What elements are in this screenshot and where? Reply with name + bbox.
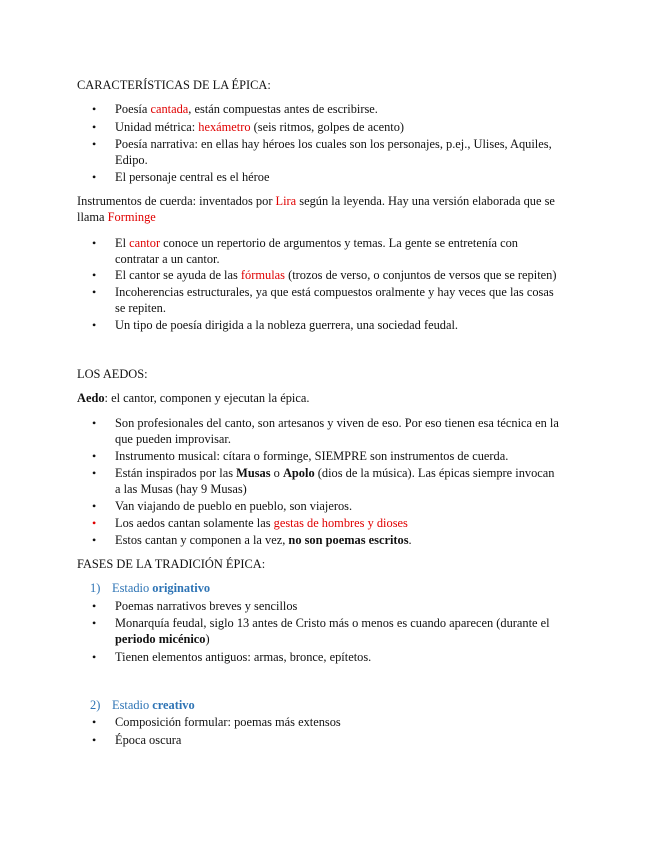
text: Estadio	[112, 581, 153, 595]
list-item: • Poesía narrativa: en ellas hay héroes los cuales son los personajes, p.ej., Ulises, Aquiles,	[115, 136, 552, 152]
numbered-heading-stage-1	[90, 580, 211, 596]
list-item: • Tienen elementos antiguos: armas, bronce, epítetos.	[115, 649, 371, 665]
list-item-continuation: que pueden improvisar.	[115, 432, 231, 446]
text: (trozos de verso, o conjuntos de versos que se repiten)	[284, 268, 557, 282]
list-item: • El personaje central es el héroe	[115, 169, 269, 185]
list-item-continuation: Edipo.	[115, 153, 148, 167]
list-item	[115, 532, 412, 548]
list-number: 2)	[90, 698, 101, 712]
list-item: • Son profesionales del canto, son artesanos y viven de eso. Por eso tienen esa técnica en la	[115, 415, 559, 431]
highlight-cantor: cantor	[129, 236, 161, 250]
section-title-aedos: LOS AEDOS:	[77, 367, 148, 381]
text: .	[408, 533, 412, 547]
list-item	[115, 235, 518, 251]
term-periodo-micenico: periodo micénico	[115, 632, 206, 646]
paragraph-continuation	[77, 209, 156, 225]
section-title-fases: FASES DE LA TRADICIÓN ÉPICA:	[77, 557, 266, 571]
text: Están inspirados por las	[115, 466, 237, 480]
list-item-continuation: a las Musas (hay 9 Musas)	[115, 482, 247, 496]
list-item-continuation: se repiten.	[115, 301, 166, 315]
list-item: • Un tipo de poesía dirigida a la nobleza guerrera, una sociedad feudal.	[115, 317, 458, 333]
list-item	[115, 101, 378, 117]
highlight-formulas: fórmulas	[240, 268, 285, 282]
list-item: • Poemas narrativos breves y sencillos	[115, 598, 297, 614]
definition-aedo	[77, 390, 309, 406]
term-creativo: creativo	[152, 698, 195, 712]
list-item-continuation	[115, 631, 210, 647]
text: (seis ritmos, golpes de acento)	[250, 120, 405, 134]
list-number: 1)	[90, 581, 101, 595]
text: según la leyenda. Hay una versión elaborada que se	[296, 194, 555, 208]
list-item	[115, 267, 556, 283]
list-item: • Monarquía feudal, siglo 13 antes de Cristo más o menos es cuando aparecen (durante el	[115, 615, 550, 631]
text: : el cantor, componen y ejecutan la épica.	[104, 391, 310, 405]
list-item: • Van viajando de pueblo en pueblo, son viajeros.	[115, 498, 352, 514]
text: Los aedos cantan solamente las	[115, 516, 274, 530]
text: Estadio	[112, 698, 153, 712]
highlight-forminge: Forminge	[107, 210, 156, 224]
list-item: • Instrumento musical: cítara o forminge, SIEMPRE son instrumentos de cuerda.	[115, 448, 508, 464]
term-musas: Musas	[236, 466, 271, 480]
text: El cantor se ayuda de las	[115, 268, 241, 282]
text: llama	[77, 210, 108, 224]
text: El	[115, 236, 130, 250]
highlight-hexametro: hexámetro	[198, 120, 251, 134]
paragraph-instrumentos	[77, 193, 555, 209]
list-item	[115, 465, 554, 481]
text: o	[270, 466, 283, 480]
text: , están compuestas antes de escribirse.	[188, 102, 378, 116]
section-title-caracteristicas: CARACTERÍSTICAS DE LA ÉPICA:	[77, 78, 271, 92]
term-apolo: Apolo	[282, 466, 315, 480]
text: Poesía	[115, 102, 151, 116]
highlight-gestas: gestas de hombres y dioses	[273, 516, 408, 530]
term-no-escritos: no son poemas escritos	[288, 533, 409, 547]
highlight-cantada: cantada	[150, 102, 189, 116]
text: (dios de la música). Las épicas siempre invocan	[314, 466, 555, 480]
list-item	[115, 515, 408, 531]
text: Unidad métrica:	[115, 120, 199, 134]
text: Instrumentos de cuerda: inventados por	[77, 194, 276, 208]
text: conoce un repertorio de argumentos y temas. La gente se entretenía con	[160, 236, 519, 250]
highlight-lira: Lira	[275, 194, 297, 208]
numbered-heading-stage-2	[90, 697, 195, 713]
list-item: • Época oscura	[115, 732, 181, 748]
text: )	[205, 632, 210, 646]
term-originativo: originativo	[152, 581, 211, 595]
list-item	[115, 119, 404, 135]
text: Estos cantan y componen a la vez,	[115, 533, 289, 547]
list-item: • Composición formular: poemas más extensos	[115, 714, 341, 730]
list-item: • Incoherencias estructurales, ya que está compuestos oralmente y hay veces que las cosas	[115, 284, 554, 300]
list-item-continuation: contratar a un cantor.	[115, 252, 220, 266]
term-aedo: Aedo	[77, 391, 105, 405]
